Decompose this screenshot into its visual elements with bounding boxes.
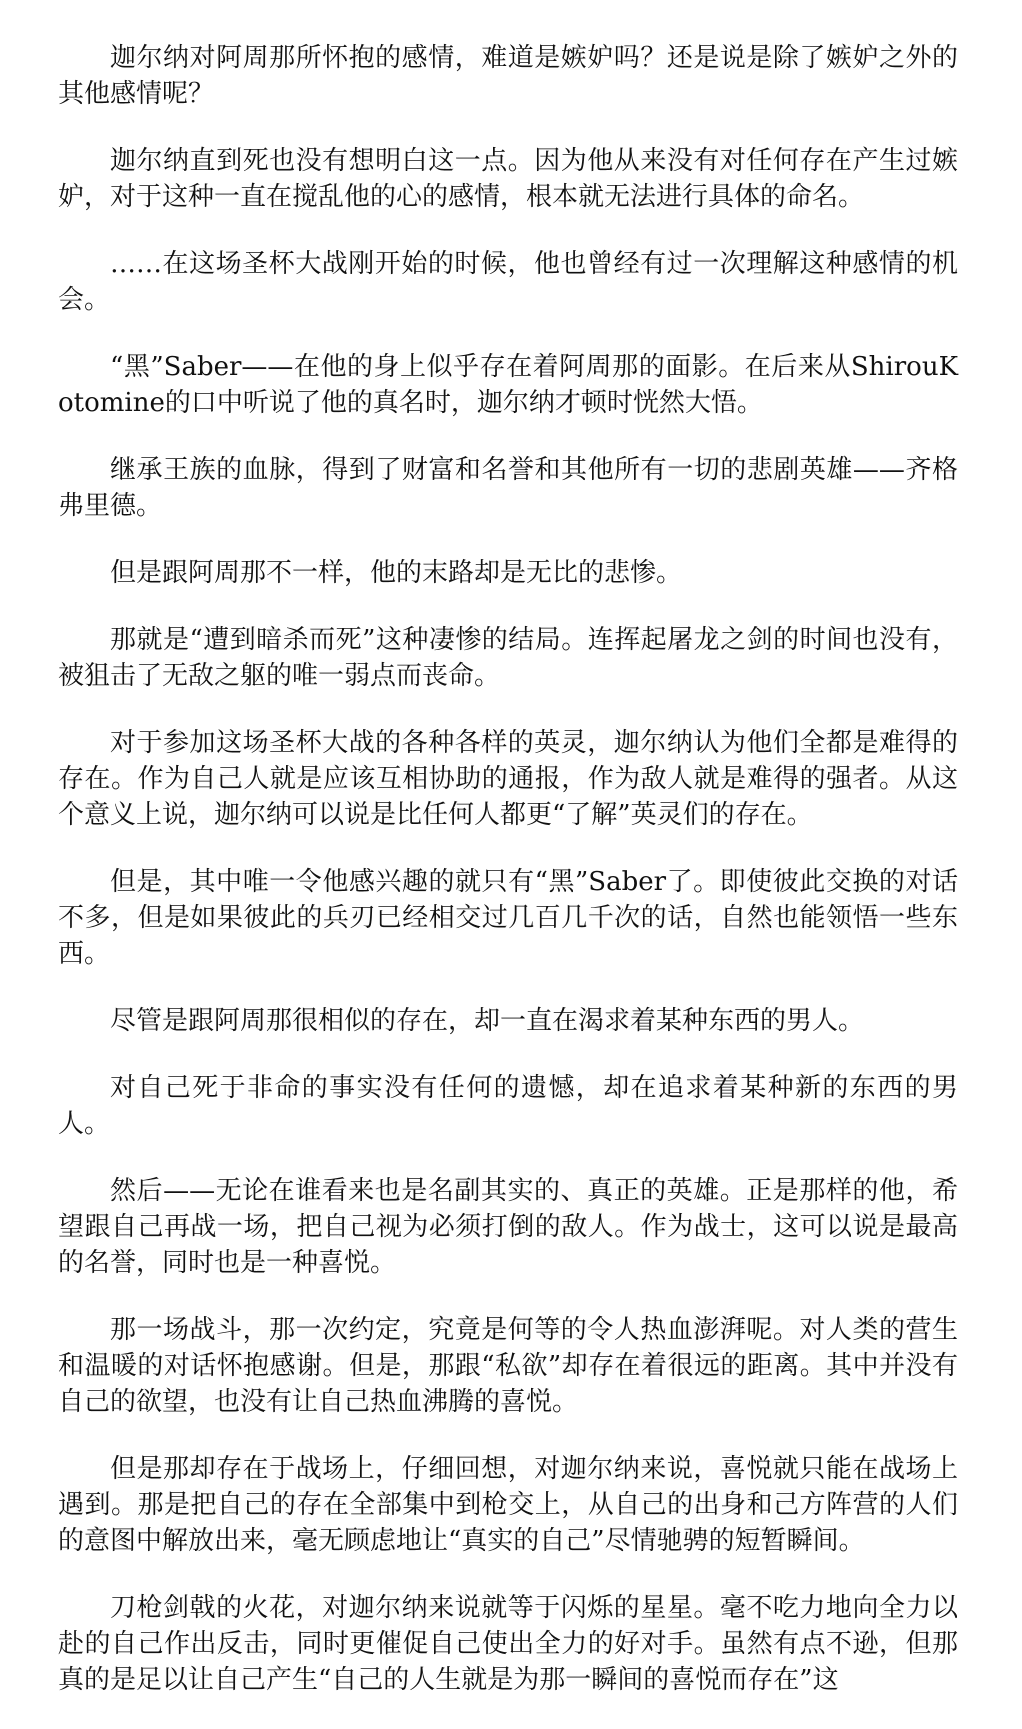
paragraph-12: 然后——无论在谁看来也是名副其实的、真正的英雄。正是那样的他，希望跟自己再战一场，把自己视为必须打倒的敌人。作为战士，这可以说是最高的名誉，同时也是一种喜悦。 <box>58 1176 958 1278</box>
document-page <box>58 40 958 1729</box>
paragraph-3: ……在这场圣杯大战刚开始的时候，他也曾经有过一次理解这种感情的机会。 <box>58 249 958 315</box>
paragraph-6: 但是跟阿周那不一样，他的末路却是无比的悲惨。 <box>110 558 683 588</box>
paragraph-4: “黑”Saber——在他的身上似乎存在着阿周那的面影。在后来从ShirouKotomine的口中听说了他的真名时，迦尔纳才顿时恍然大悟。 <box>58 352 958 418</box>
paragraph-5: 继承王族的血脉，得到了财富和名誉和其他所有一切的悲剧英雄——齐格弗里德。 <box>58 455 958 521</box>
paragraph-9: 但是，其中唯一令他感兴趣的就只有“黑”Saber了。即使彼此交换的对话不多，但是如果彼此的兵刃已经相交过几百几千次的话，自然也能领悟一些东西。 <box>58 867 958 969</box>
paragraph-15: 刀枪剑戟的火花，对迦尔纳来说就等于闪烁的星星。毫不吃力地向全力以赴的自己作出反击，同时更催促自己使出全力的好对手。虽然有点不逊，但那真的是足以让自己产生“自己的人生就是为那一瞬间的喜悦而存在”这 <box>58 1593 958 1695</box>
paragraph-2: 迦尔纳直到死也没有想明白这一点。因为他从来没有对任何存在产生过嫉妒，对于这种一直在搅乱他的心的感情，根本就无法进行具体的命名。 <box>58 146 958 212</box>
paragraph-14: 但是那却存在于战场上，仔细回想，对迦尔纳来说，喜悦就只能在战场上遇到。那是把自己的存在全部集中到枪交上，从自己的出身和己方阵营的人们的意图中解放出来，毫无顾虑地让“真实的自己”尽情驰骋的短暂瞬间。 <box>58 1454 958 1556</box>
paragraph-13: 那一场战斗，那一次约定，究竟是何等的令人热血澎湃呢。对人类的营生和温暖的对话怀抱感谢。但是，那跟“私欲”却存在着很远的距离。其中并没有自己的欲望，也没有让自己热血沸腾的喜悦。 <box>58 1315 958 1417</box>
paragraph-11: 对自己死于非命的事实没有任何的遗憾，却在追求着某种新的东西的男人。 <box>58 1073 958 1139</box>
paragraph-10: 尽管是跟阿周那很相似的存在，却一直在渴求着某种东西的男人。 <box>110 1006 865 1036</box>
paragraph-7: 那就是“遭到暗杀而死”这种凄惨的结局。连挥起屠龙之剑的时间也没有，被狙击了无敌之躯的唯一弱点而丧命。 <box>58 625 958 691</box>
paragraph-1: 迦尔纳对阿周那所怀抱的感情，难道是嫉妒吗？还是说是除了嫉妒之外的其他感情呢？ <box>58 43 958 109</box>
paragraph-8: 对于参加这场圣杯大战的各种各样的英灵，迦尔纳认为他们全都是难得的存在。作为自己人就是应该互相协助的通报，作为敌人就是难得的强者。从这个意义上说，迦尔纳可以说是比任何人都更“了解”英灵们的存在。 <box>58 728 958 830</box>
